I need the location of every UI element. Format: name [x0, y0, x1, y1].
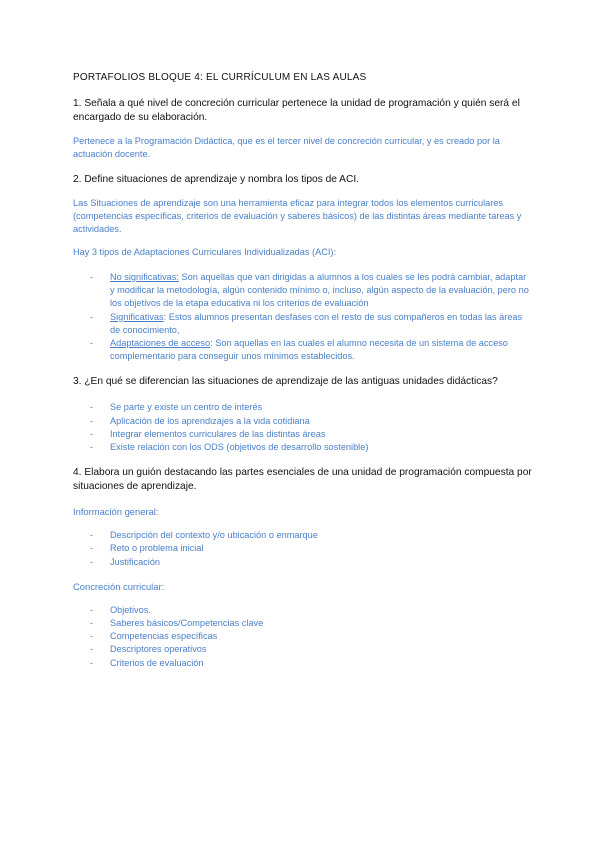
- list-item-text: Competencias específicas: [110, 631, 218, 642]
- list-item-text: Objetivos.: [110, 604, 151, 615]
- bullet-dash: -: [90, 631, 94, 642]
- aci-term: No significativas:: [110, 272, 179, 282]
- list-item-text: Se parte y existe un centro de interés: [110, 402, 263, 413]
- question-4: 4. Elabora un guión destacando las partes esenciales de una unidad de programación compuesta por situaciones de aprendizaje.: [73, 467, 532, 493]
- bullet-dash: -: [90, 311, 94, 322]
- list-item-text: Descripción del contexto y/o ubicación o enmarque: [110, 530, 318, 541]
- general-info-list: [73, 529, 533, 569]
- list-item: [73, 643, 533, 656]
- list-item: [73, 630, 533, 643]
- bullet-dash: -: [90, 428, 94, 439]
- list-item: [73, 657, 533, 670]
- bullet-dash: -: [90, 415, 94, 426]
- bullet-dash: -: [90, 530, 94, 541]
- list-item: [73, 441, 533, 454]
- list-item: [73, 604, 533, 617]
- answer-2: Las Situaciones de aprendizaje son una herramienta eficaz para integrar todos los elementos curriculares (competencias específicas, criterios de evaluación y saberes básicos) de las distintas áreas mediante tareas y actividades.: [73, 198, 522, 234]
- list-item: [73, 271, 533, 311]
- aci-term: Significativas: [110, 311, 164, 322]
- list-item-text: Existe relación con los ODS (objetivos de desarrollo sostenible): [110, 442, 369, 453]
- list-item: [73, 401, 533, 414]
- aci-description: : Son aquellas en las cuales el alumno necesita de un sistema de acceso complementario para conseguir unos mínimos establecidos.: [110, 338, 508, 362]
- bullet-dash: -: [90, 402, 94, 413]
- bullet-dash: -: [90, 442, 94, 453]
- aci-term: Adaptaciones de acceso: [110, 338, 211, 349]
- bullet-dash: -: [90, 338, 94, 349]
- question-2: 2. Define situaciones de aprendizaje y nombra los tipos de ACI.: [73, 174, 359, 185]
- list-item: [73, 556, 533, 569]
- general-info-heading: Información general:: [73, 506, 159, 518]
- list-item: [73, 428, 533, 441]
- list-item-text: Reto o problema inicial: [110, 543, 204, 554]
- aci-types-intro: Hay 3 tipos de Adaptaciones Curriculares Individualizadas (ACI):: [73, 247, 336, 257]
- bullet-dash: -: [90, 644, 94, 655]
- bullet-dash: -: [90, 272, 94, 282]
- bullet-dash: -: [90, 543, 94, 554]
- list-item-text: Descriptores operativos: [110, 644, 207, 655]
- bullet-dash: -: [90, 618, 94, 629]
- list-item-text: Justificación: [110, 556, 161, 567]
- list-item-text: Criterios de evaluación: [110, 657, 204, 668]
- list-item-text: Integrar elementos curriculares de las distintas áreas: [110, 428, 326, 439]
- list-item-text: Saberes básicos/Competencias clave: [110, 618, 264, 629]
- bullet-dash: -: [90, 604, 94, 615]
- list-item: [73, 415, 533, 428]
- bullet-dash: -: [90, 556, 94, 567]
- aci-description: : Estos alumnos presentan desfases con el resto de sus compañeros en todas las áreas de conocimiento,: [110, 311, 523, 335]
- curricular-concretion-heading: Concreción curricular:: [73, 580, 165, 592]
- list-item: [73, 617, 533, 630]
- list-item: [73, 311, 533, 337]
- aci-description: Son aquellas que van dirigidas a alumnos a los cuales se les podrá cambiar, adaptar y modificar la metodología, algún contenido mínimo o, incluso, algún aspecto de la evaluación, pero no los objetivos de la etapa educativa ni los criterios de evaluación: [110, 272, 529, 309]
- aci-types-list: [73, 271, 533, 363]
- answer-1: Pertenece a la Programación Didáctica, que es el tercer nivel de concreción curricular, y es creado por la actuación docente.: [73, 136, 500, 159]
- bullet-dash: -: [90, 657, 94, 668]
- page-title: PORTAFOLIOS BLOQUE 4: EL CURRÍCULUM EN LAS AULAS: [73, 72, 367, 83]
- question-1: 1. Señala a qué nivel de concreción curricular pertenece la unidad de programación y quién será el encargado de su elaboración.: [73, 98, 520, 123]
- differences-list: [73, 401, 533, 454]
- list-item: [73, 337, 533, 363]
- curricular-concretion-list: [73, 604, 533, 670]
- list-item: [73, 529, 533, 542]
- list-item-text: Aplicación de los aprendizajes a la vida cotidiana: [110, 415, 310, 426]
- list-item: [73, 542, 533, 555]
- document-body: [73, 72, 533, 670]
- question-3: 3. ¿En qué se diferencian las situaciones de aprendizaje de las antiguas unidades didácticas?: [73, 376, 498, 388]
